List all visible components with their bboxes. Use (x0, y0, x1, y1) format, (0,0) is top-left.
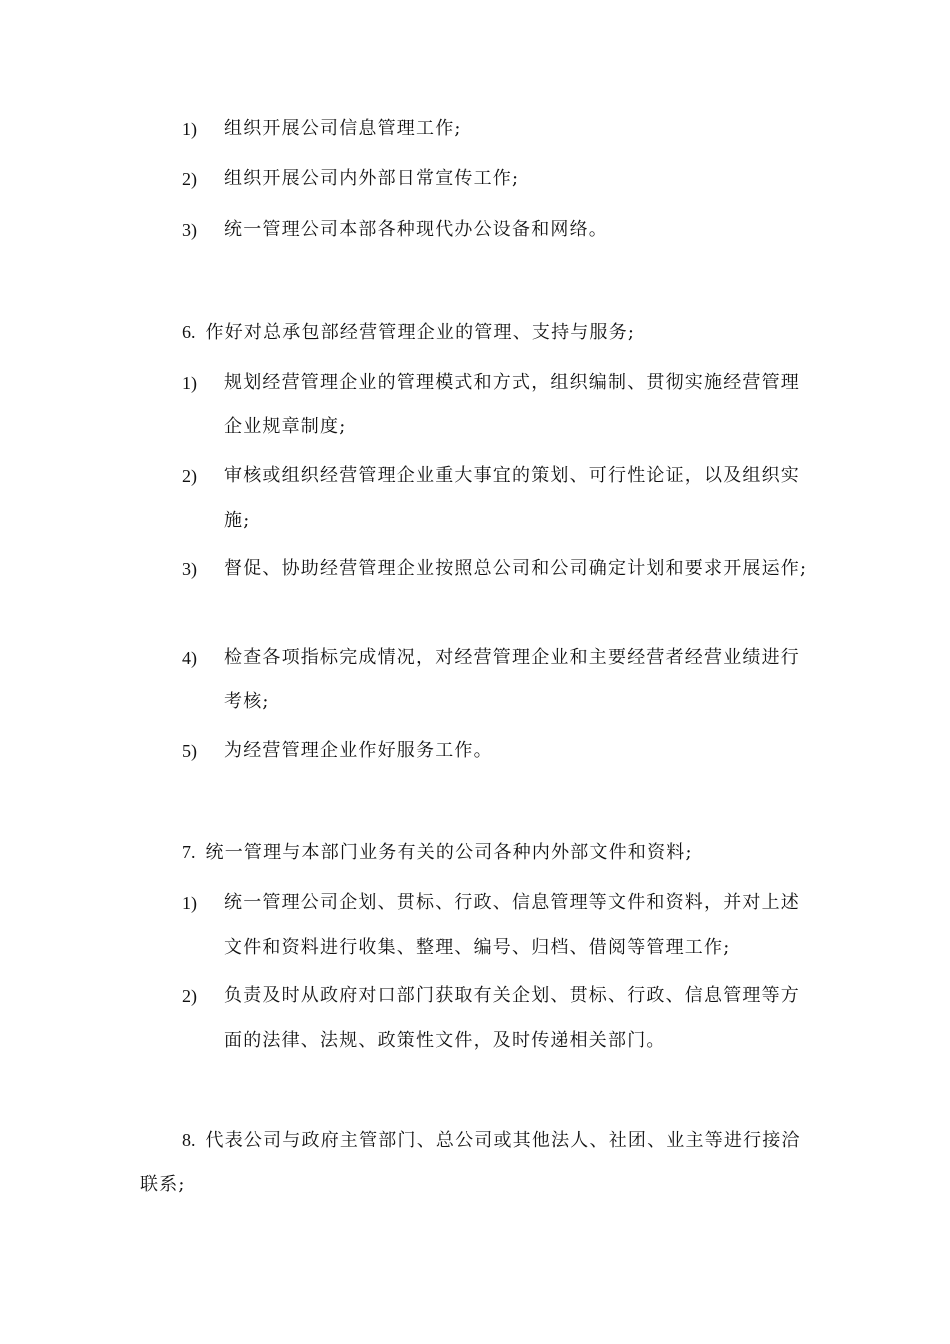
item-number: 2) (182, 466, 197, 486)
item-text-continued: 考核; (224, 691, 270, 712)
item-number: 1) (182, 373, 197, 393)
item-number: 3) (182, 559, 197, 579)
item-number: 3) (182, 220, 197, 240)
item-text-continued: 企业规章制度; (224, 416, 347, 437)
section-heading (182, 320, 635, 345)
item-text: 统一管理公司企划、贯标、行政、信息管理等文件和资料，并对上述 (224, 892, 800, 913)
section-heading (182, 840, 693, 865)
item-text: 规划经营管理企业的管理模式和方式，组织编制、贯彻实施经营管理 (224, 372, 800, 393)
item-text: 统一管理公司本部各种现代办公设备和网络。 (224, 219, 608, 240)
section-title: 作好对总承包部经营管理企业的管理、支持与服务; (205, 322, 636, 343)
item-text: 督促、协助经营管理企业按照总公司和公司确定计划和要求开展运作; (224, 558, 808, 579)
section-number: 7. (182, 842, 196, 862)
item-text: 负责及时从政府对口部门获取有关企划、贯标、行政、信息管理等方 (224, 985, 800, 1006)
item-text: 检查各项指标完成情况，对经营管理企业和主要经营者经营业绩进行 (224, 647, 800, 668)
item-number: 2) (182, 169, 197, 189)
section-heading (182, 1128, 801, 1153)
item-number: 5) (182, 741, 197, 761)
item-number: 1) (182, 119, 197, 139)
item-text-continued: 面的法律、法规、政策性文件，及时传递相关部门。 (224, 1030, 666, 1051)
item-number: 2) (182, 986, 197, 1006)
item-text: 为经营管理企业作好服务工作。 (224, 740, 493, 761)
item-text: 组织开展公司内外部日常宣传工作; (224, 168, 520, 189)
section-number: 8. (182, 1130, 196, 1150)
section-number: 6. (182, 322, 196, 342)
item-text: 审核或组织经营管理企业重大事宜的策划、可行性论证，以及组织实 (224, 465, 800, 486)
item-number: 4) (182, 648, 197, 668)
item-text-continued: 文件和资料进行收集、整理、编号、归档、借阅等管理工作; (224, 937, 731, 958)
item-text-continued: 施; (224, 510, 251, 531)
item-text: 组织开展公司信息管理工作; (224, 118, 462, 139)
section-continuation: 联系; (140, 1174, 186, 1195)
section-title: 统一管理与本部门业务有关的公司各种内外部文件和资料; (205, 842, 693, 863)
item-number: 1) (182, 893, 197, 913)
section-title: 代表公司与政府主管部门、总公司或其他法人、社团、业主等进行接洽 (205, 1130, 801, 1151)
